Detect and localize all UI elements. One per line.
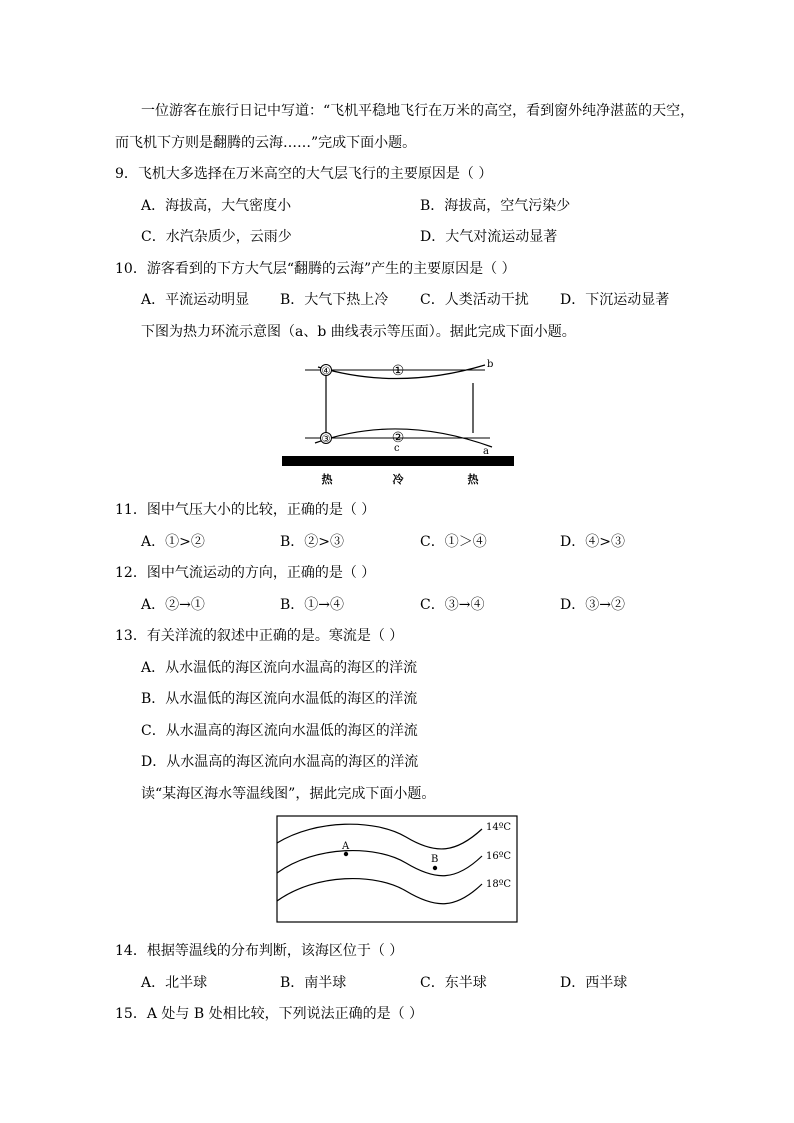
- q12-option-b[interactable]: B．①→④: [280, 597, 345, 613]
- ground-label-left: 热: [321, 473, 333, 486]
- ground-label-right: 热: [467, 473, 479, 486]
- ground-label-center: 冷: [392, 473, 404, 486]
- q11-option-c[interactable]: C．①＞④: [420, 534, 487, 550]
- question-12-stem: 12．图中气流运动的方向，正确的是（ ）: [115, 565, 376, 581]
- intro-figure-1: 下图为热力环流示意图（a、b 曲线表示等压面）。据此完成下面小题。: [141, 324, 576, 340]
- q12-option-c[interactable]: C．③→④: [420, 597, 485, 613]
- q13-option-a[interactable]: A．从水温低的海区流向水温高的海区的洋流: [141, 660, 418, 676]
- q14-option-a[interactable]: A．北半球: [141, 975, 208, 991]
- q9-option-a[interactable]: A．海拔高，大气密度小: [141, 198, 292, 214]
- q11-option-d[interactable]: D．④>③: [560, 534, 625, 550]
- q10-option-a[interactable]: A．平流运动明显: [141, 292, 250, 308]
- svg-text:A: A: [342, 841, 350, 852]
- q13-option-c[interactable]: C．从水温高的海区流向水温低的海区的洋流: [141, 723, 418, 739]
- isotherm-label-18: 18ºC: [486, 879, 512, 890]
- q13-option-d[interactable]: D．从水温高的海区流向水温高的海区的洋流: [141, 754, 419, 770]
- q10-option-c[interactable]: C．人类活动干扰: [420, 292, 529, 308]
- q11-option-b[interactable]: B．②>③: [280, 534, 345, 550]
- thermal-circulation-figure: [280, 355, 520, 495]
- svg-text:③: ③: [321, 434, 331, 445]
- q10-option-d[interactable]: D．下沉运动显著: [560, 292, 670, 308]
- question-14-stem: 14．根据等温线的分布判断，该海区位于（ ）: [115, 943, 404, 959]
- curve-label-a: a: [483, 446, 489, 457]
- q9-option-c[interactable]: C．水汽杂质少，云雨少: [141, 229, 292, 245]
- q9-option-d[interactable]: D．大气对流运动显著: [420, 229, 558, 245]
- q14-option-b[interactable]: B．南半球: [280, 975, 347, 991]
- question-9-stem: 9．飞机大多选择在万米高空的大气层飞行的主要原因是（ ）: [115, 166, 493, 182]
- point-1-marker: [392, 363, 405, 379]
- intro-line-2: 而飞机下方则是翻腾的云海……”完成下面小题。: [115, 135, 417, 151]
- q9-option-b[interactable]: B．海拔高，空气污染少: [420, 198, 571, 214]
- curve-label-b: b: [487, 359, 494, 370]
- question-13-stem: 13．有关洋流的叙述中正确的是。寒流是（ ）: [115, 628, 404, 644]
- q13-option-b[interactable]: B．从水温低的海区流向水温低的海区的洋流: [141, 691, 418, 707]
- svg-text:②: ②: [391, 430, 405, 446]
- intro-figure-2: 读“某海区海水等温线图”，据此完成下面小题。: [141, 786, 436, 802]
- intro-line-1: 一位游客在旅行日记中写道：“飞机平稳地飞行在万米的高空，看到窗外纯净湛蓝的天空，: [141, 103, 695, 119]
- svg-text:B: B: [431, 854, 439, 865]
- q10-option-b[interactable]: B．大气下热上冷: [280, 292, 389, 308]
- isotherm-label-16: 16ºC: [486, 851, 512, 862]
- question-11-stem: 11．图中气压大小的比较，正确的是（ ）: [115, 502, 376, 518]
- q14-option-c[interactable]: C．东半球: [420, 975, 487, 991]
- question-15-stem: 15．A 处与 B 处相比较，下列说法正确的是（ ）: [115, 1006, 424, 1022]
- question-10-stem: 10．游客看到的下方大气层“翻腾的云海”产生的主要原因是（ ）: [115, 261, 516, 277]
- q11-option-a[interactable]: A．①>②: [141, 534, 205, 550]
- isotherm-figure: [276, 815, 520, 925]
- q14-option-d[interactable]: D．西半球: [560, 975, 628, 991]
- isotherm-label-14: 14ºC: [486, 822, 512, 833]
- svg-text:④: ④: [321, 366, 331, 377]
- q12-option-d[interactable]: D．③→②: [560, 597, 625, 613]
- curve-label-c: c: [394, 443, 400, 454]
- point-4-marker: [321, 365, 332, 378]
- point-3-marker: [321, 433, 332, 446]
- svg-text:①: ①: [391, 363, 405, 379]
- q12-option-a[interactable]: A．②→①: [141, 597, 205, 613]
